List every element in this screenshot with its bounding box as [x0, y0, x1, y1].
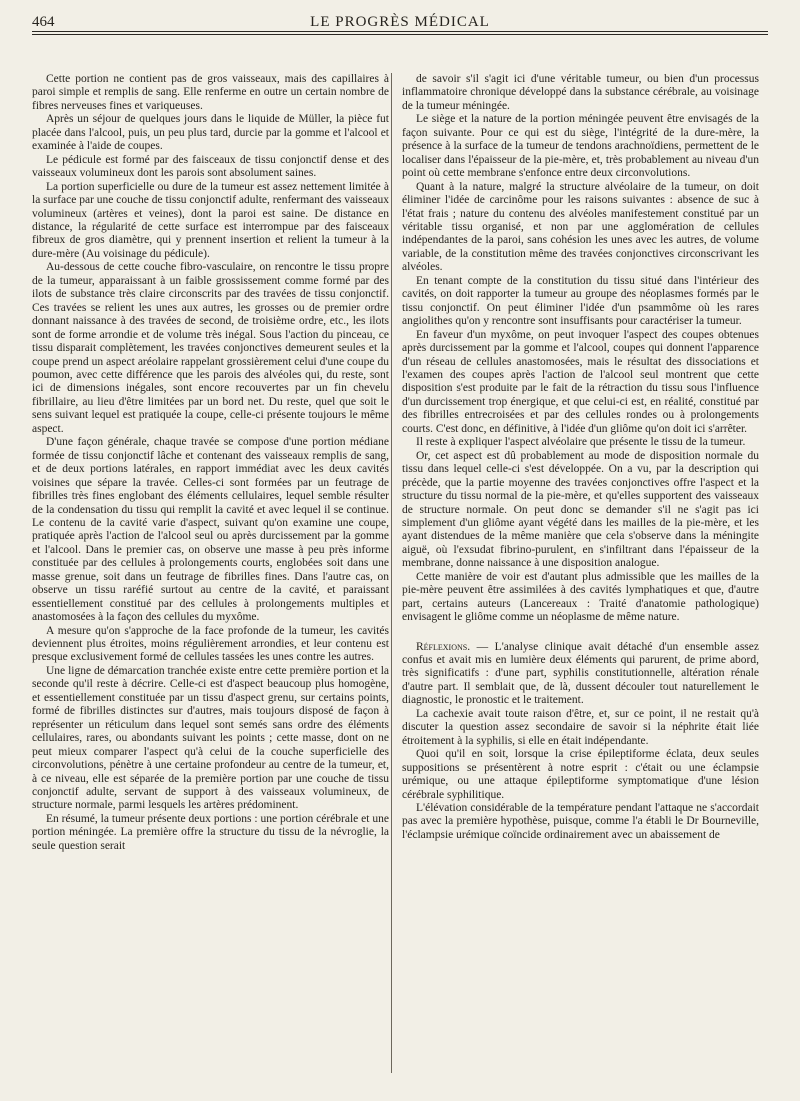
paragraph: Quoi qu'il en soit, lorsque la crise épileptiforme éclata, deux seules suppositions se présentèrent à notre esprit : c'était ou une éclampsie urémique, ou une attaque épileptiforme symptomatique d'une lésion cérébrale syphilitique. — [402, 748, 759, 801]
paragraph: Quant à la nature, malgré la structure alvéolaire de la tumeur, on doit éliminer l'idée de carcinôme pour les raisons suivantes : absence de suc à l'état frais ; nature du contenu des alvéoles manifestement constitué par un véritable tissu organisé, et non par une agglomération de cellules indépendantes de la paroi, sans cohésion les unes avec les autres, de volume variable, de la constitution même des travées conjonctives circonscrivant les alvéoles. — [402, 180, 759, 274]
paragraph: La portion superficielle ou dure de la tumeur est assez nettement limitée à la surface par une couche de tissu conjonctif adulte, renfermant des vaisseaux volumineux (artères et veines), dont la paroi est saine. De distance en distance, la régularité de cette surface est interrompue par des faisceaux fibreux de gros diamètre, qui y prennent insertion et relient la tumeur à la dure-mère (Au voisinage du pédicule). — [32, 180, 389, 260]
header-rule — [32, 31, 768, 32]
paragraph: Il reste à expliquer l'aspect alvéolaire que présente le tissu de la tumeur. — [416, 436, 746, 449]
reflexions-text: — L'analyse clinique avait détaché d'un ensemble assez confus et avait mis en lumière deux éléments qui parurent, de prime abord, très significatifs : d'une part, syphilis constitutionnelle, altération rénale d'autre part. Il semblait que, de là, dussent découler tout naturellement le diagnostic, le pronostic et le traitement. — [402, 640, 759, 707]
paragraph: Le pédicule est formé par des faisceaux de tissu conjonctif dense et des vaisseaux volumineux dont les parois sont absolument saines. — [32, 153, 389, 180]
paragraph: La cachexie avait toute raison d'être, et, sur ce point, il ne restait qu'à discuter la question assez secondaire de savoir si la néphrite était liée étroitement à la syphilis, si elle en était indépendante. — [402, 707, 759, 747]
paragraph: Une ligne de démarcation tranchée existe entre cette première portion et la seconde qu'il reste à décrire. Celle-ci est d'aspect beaucoup plus homogène, et essentiellement constituée par un tissu d'aspect grenu, sur certains points, formé de fibrilles distinctes sur d'autres, mais toujours disposé de façon à représenter un réticulum dans lequel sont semés sans ordre des éléments cellulaires, rares, ou abondants suivant les points ; cette masse, dont on ne peut mieux comparer l'aspect qu'à celui de la couche superficielle des circonvolutions, pénètre à une certaine profondeur au centre de la tumeur, et, à ce niveau, elle est séparée de la première portion par une couche de tissu conjonctif adulte, servant de support à des vaisseaux volumineux, de structure normale, parmi lesquels les artères prédominent. — [32, 664, 389, 812]
paragraph: Cette manière de voir est d'autant plus admissible que les mailles de la pie-mère peuvent être assimilées à des cavités lymphatiques et que, d'autre part, certains auteurs (Lancereaux : Traité d'anatomie pathologique) envisagent le gliôme comme un néoplasme de même nature. — [402, 570, 759, 624]
left-column — [32, 73, 389, 853]
paragraph: Le siège et la nature de la portion méningée peuvent être envisagés de la façon suivante. Pour ce qui est du siège, l'intégrité de la dure-mère, la présence à la surface de la tumeur de tendons arachnoïdiens, permettent de le localiser dans l'épaisseur de la pie-mère, et, très probablement au niveau d'un point où cette membrane s'enfonce entre deux circonvolutions. — [402, 113, 759, 180]
column-separator — [391, 73, 392, 1073]
page-number: 464 — [32, 14, 55, 30]
paragraph: Au-dessous de cette couche fibro-vasculaire, on rencontre le tissu propre de la tumeur, apparaissant à un faible grossissement comme formé par des ilots de substance très claire circonscrits par des travées de tissu conjonctif. Ces travées se relient les unes aux autres, les grosses ou de premier ordre donnant naissance à des travées de second, de troisième ordre, etc., les ilots sont de forme arrondie et de volume très inégal. Sous l'action du pinceau, ce tissu disparait complètement, les travées conjonctives demeurent seules et la coupe prend un aspect aréolaire rappelant grossièrement celui d'une coupe du poumon, avec cette différence que les parois des alvéoles qui, du reste, sont ici de dimensions inégales, sont encore recouvertes par un fin chevelu fibrillaire, au lieu d'être limitées par un bord net. Du reste, quel que soit le sens suivant lequel est pratiquée la coupe, celle-ci présente toujours le même aspect. — [32, 261, 389, 435]
paragraph: L'élévation considérable de la température pendant l'attaque ne s'accordait pas avec la première hypothèse, puisque, comme l'a établi le Dr Bourneville, l'éclampsie urémique coïncide ordinairement avec un abaissement de — [402, 802, 759, 841]
paragraph: D'une façon générale, chaque travée se compose d'une portion médiane formée de tissu conjonctif lâche et contenant des vaisseaux remplis de sang, et de deux portions latérales, en rapport immédiat avec les deux cavités voisines que sépare la travée. Celles-ci sont formées par un feutrage de fibrilles très fines englobant des éléments cellulaires, lequel semble résulter de la condensation du tissu qui remplit la cavité et avec lequel il se continue. Le contenu de la cavité varie d'aspect, suivant qu'on examine une coupe, pratiquée après l'action de l'alcool seul ou après durcissement par la gomme et l'alcool. Dans le premier cas, on observe une masse à peu près informe constituée par des cellules à prolongements courts, englobées soit dans une masse grenue, soit dans un feutrage de fibrilles fines. Dans l'autre cas, on observe un tissu raréfié surtout au centre de la cavité, et paraissant essentiellement constitué par des cellules à prolongements multiples et anastomosées à la façon des cellules du myxôme. — [32, 436, 389, 624]
paragraph: Après un séjour de quelques jours dans le liquide de Müller, la pièce fut placée dans l'alcool, puis, un peu plus tard, durcie par la gomme et l'alcool et examinée à l'aide de coupes. — [32, 113, 389, 153]
running-head: LE PROGRÈS MÉDICAL — [310, 14, 490, 30]
reflexions-heading: Réflexions. — [416, 640, 471, 653]
paragraph: Cette portion ne contient pas de gros vaisseaux, mais des capillaires à paroi simple et remplis de sang. Elle renferme en outre un certain nombre de fibres nerveuses fines et variqueuses. — [32, 73, 389, 112]
right-column — [402, 73, 759, 842]
paragraph: En résumé, la tumeur présente deux portions : une portion cérébrale et une portion méningée. La première offre la structure du tissu de la névroglie, la seule question serait — [32, 812, 389, 852]
reflexions-paragraph — [402, 641, 759, 708]
paragraph: En tenant compte de la constitution du tissu situé dans l'intérieur des cavités, on doit rapporter la tumeur au groupe des néoplasmes formés par le tissu conjonctif. On peut éliminer l'idée d'un psammôme où les rares angiolithes qu'on y rencontre sont insuffisants pour caractériser la tumeur. — [402, 274, 759, 328]
paragraph: de savoir s'il s'agit ici d'une véritable tumeur, ou bien d'un processus inflammatoire chronique développé dans la substance cérébrale, au voisinage de la tumeur méningée. — [402, 73, 759, 112]
paragraph: En faveur d'un myxôme, on peut invoquer l'aspect des coupes obtenues après durcissement par la gomme et l'alcool, coupes qui donnent l'apparence d'un réseau de cellules anastomosées, mais le résultat des dissociations et l'examen des coupes après l'action de l'alcool seul montrent que cette disposition s'est produite par le fait de la rétraction du tissu sous l'influence d'un durcissement trop énergique, et que celui-ci est, en réalité, constitué par des fibrilles entrecroisées et par des cellules rondes ou à prolongements courts. C'est donc, en définitive, à l'idée d'un gliôme qu'on doit ici s'arrêter. — [402, 328, 759, 435]
header-rule — [32, 34, 768, 35]
paragraph: A mesure qu'on s'approche de la face profonde de la tumeur, les cavités deviennent plus étroites, moins régulièrement arrondies, et leur contenu est presque exclusivement formé de cellules tassées les unes contre les autres. — [32, 624, 389, 664]
paragraph: Or, cet aspect est dû probablement au mode de disposition normale du tissu dans lequel celle-ci s'est développée. On a vu, par la description qui précède, que la partie moyenne des travées conjonctives offre l'aspect et la structure du tissu normal de la pie-mère, et qu'elles supportent des vaisseaux de structure normale. On peut donc se demander s'il ne s'agit pas ici simplement d'un gliôme ayant végété dans les mailles de la pie-mère, et les ayant distendues de la même manière que cela s'observe dans la méningite aiguë, où l'exsudat fibrino-purulent, en s'infiltrant dans l'épaisseur de la membrane, donne naissance à une disposition analogue. — [402, 449, 759, 570]
